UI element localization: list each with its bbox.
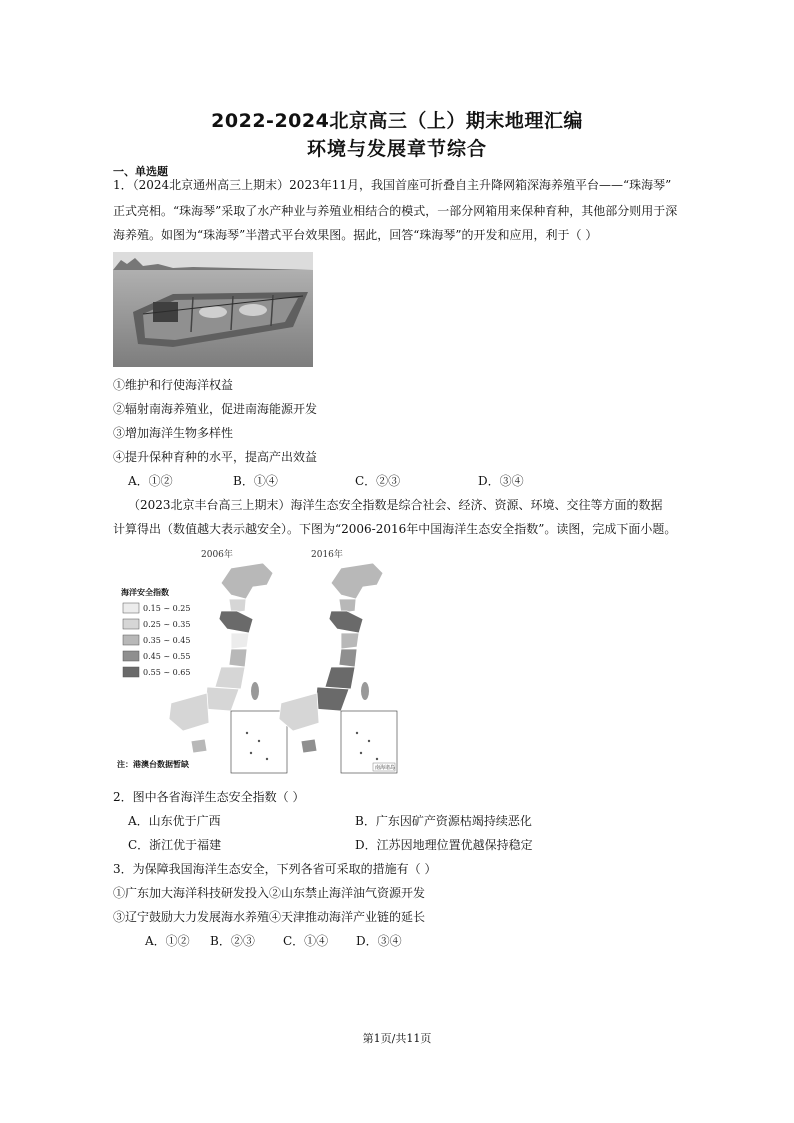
q1-stem-line3: 海养殖。如图为“珠海琴”半潜式平台效果图。据此，回答“珠海琴”的开发和应用，利于（ ） — [113, 228, 598, 242]
q1-item-1: ①维护和行使海洋权益 — [113, 378, 234, 392]
q1-item-2: ②辐射南海养殖业，促进南海能源开发 — [113, 402, 318, 416]
q3-option-d: D．③④ — [356, 934, 402, 948]
q1-stem-line1: 1．（2024北京通州高三上期末）2023年11月，我国首座可折叠自主升降网箱深海养殖平台——“珠海琴” — [113, 178, 672, 192]
map-note: 注：港澳台数据暂缺 — [117, 759, 189, 769]
q3-items-line2: ③辽宁鼓励大力发展海水养殖④天津推动海洋产业链的延长 — [113, 910, 426, 924]
platform-photo — [113, 252, 313, 367]
legend-label: 0.15 ~ 0.25 — [143, 604, 191, 613]
section-heading: 一、单选题 — [113, 165, 168, 178]
q1-item-3: ③增加海洋生物多样性 — [113, 426, 234, 440]
q3-option-c: C．①④ — [283, 934, 329, 948]
q1-stem-line2: 正式亮相。“珠海琴”采取了水产种业与养殖业相结合的模式，一部分网箱用来保种育种，其他部分则用于深 — [113, 204, 678, 218]
intro-line1: （2023北京丰台高三上期末）海洋生态安全指数是综合社会、经济、资源、环境、交往等方面的数据 — [128, 498, 663, 512]
q2-option-b: B．广东因矿产资源枯竭持续恶化 — [355, 814, 532, 828]
map-2016 — [279, 563, 397, 773]
document-title: 2022-2024北京高三（上）期末地理汇编 — [211, 110, 583, 132]
ocean-safety-maps — [113, 545, 443, 775]
q1-item-4: ④提升保种育种的水平，提高产出效益 — [113, 450, 318, 464]
legend-label: 0.45 ~ 0.55 — [143, 652, 191, 661]
q2-option-a: A．山东优于广西 — [128, 814, 221, 828]
q3-items-line1: ①广东加大海洋科技研发投入②山东禁止海洋油气资源开发 — [113, 886, 426, 900]
q1-option-a: A．①② — [128, 474, 173, 488]
q2-option-d: D．江苏因地理位置优越保持稳定 — [355, 838, 533, 852]
legend-label: 0.55 ~ 0.65 — [143, 668, 191, 677]
legend-label: 0.35 ~ 0.45 — [143, 636, 191, 645]
q2-option-c: C．浙江优于福建 — [128, 838, 222, 852]
legend-swatch — [123, 651, 139, 661]
legend-label: 0.25 ~ 0.35 — [143, 620, 191, 629]
year-2016-label: 2016年 — [311, 550, 343, 560]
legend-swatch — [123, 603, 139, 613]
legend — [120, 587, 190, 677]
q1-option-d: D．③④ — [478, 474, 524, 488]
q3-option-b: B．②③ — [210, 934, 255, 948]
legend-swatch — [123, 667, 139, 677]
page-footer: 第1页/共11页 — [362, 1032, 432, 1045]
q2-stem: 2．图中各省海洋生态安全指数（ ） — [113, 790, 305, 804]
q3-option-a: A．①② — [145, 934, 190, 948]
document-subtitle: 环境与发展章节综合 — [306, 138, 487, 160]
maps-svg — [113, 545, 443, 775]
q1-option-c: C．②③ — [355, 474, 401, 488]
intro-line2: 计算得出（数值越大表示越安全）。下图为“2006-2016年中国海洋生态安全指数”。读图，完成下面小题。 — [113, 522, 677, 536]
legend-swatch — [123, 635, 139, 645]
year-2006-label: 2006年 — [201, 550, 233, 560]
inset-label: 南海诸岛 — [375, 765, 396, 771]
legend-title: 海洋安全指数 — [121, 587, 169, 597]
q1-option-b: B．①④ — [233, 474, 278, 488]
legend-swatch — [123, 619, 139, 629]
q3-stem: 3．为保障我国海洋生态安全，下列各省可采取的措施有（ ） — [113, 862, 437, 876]
